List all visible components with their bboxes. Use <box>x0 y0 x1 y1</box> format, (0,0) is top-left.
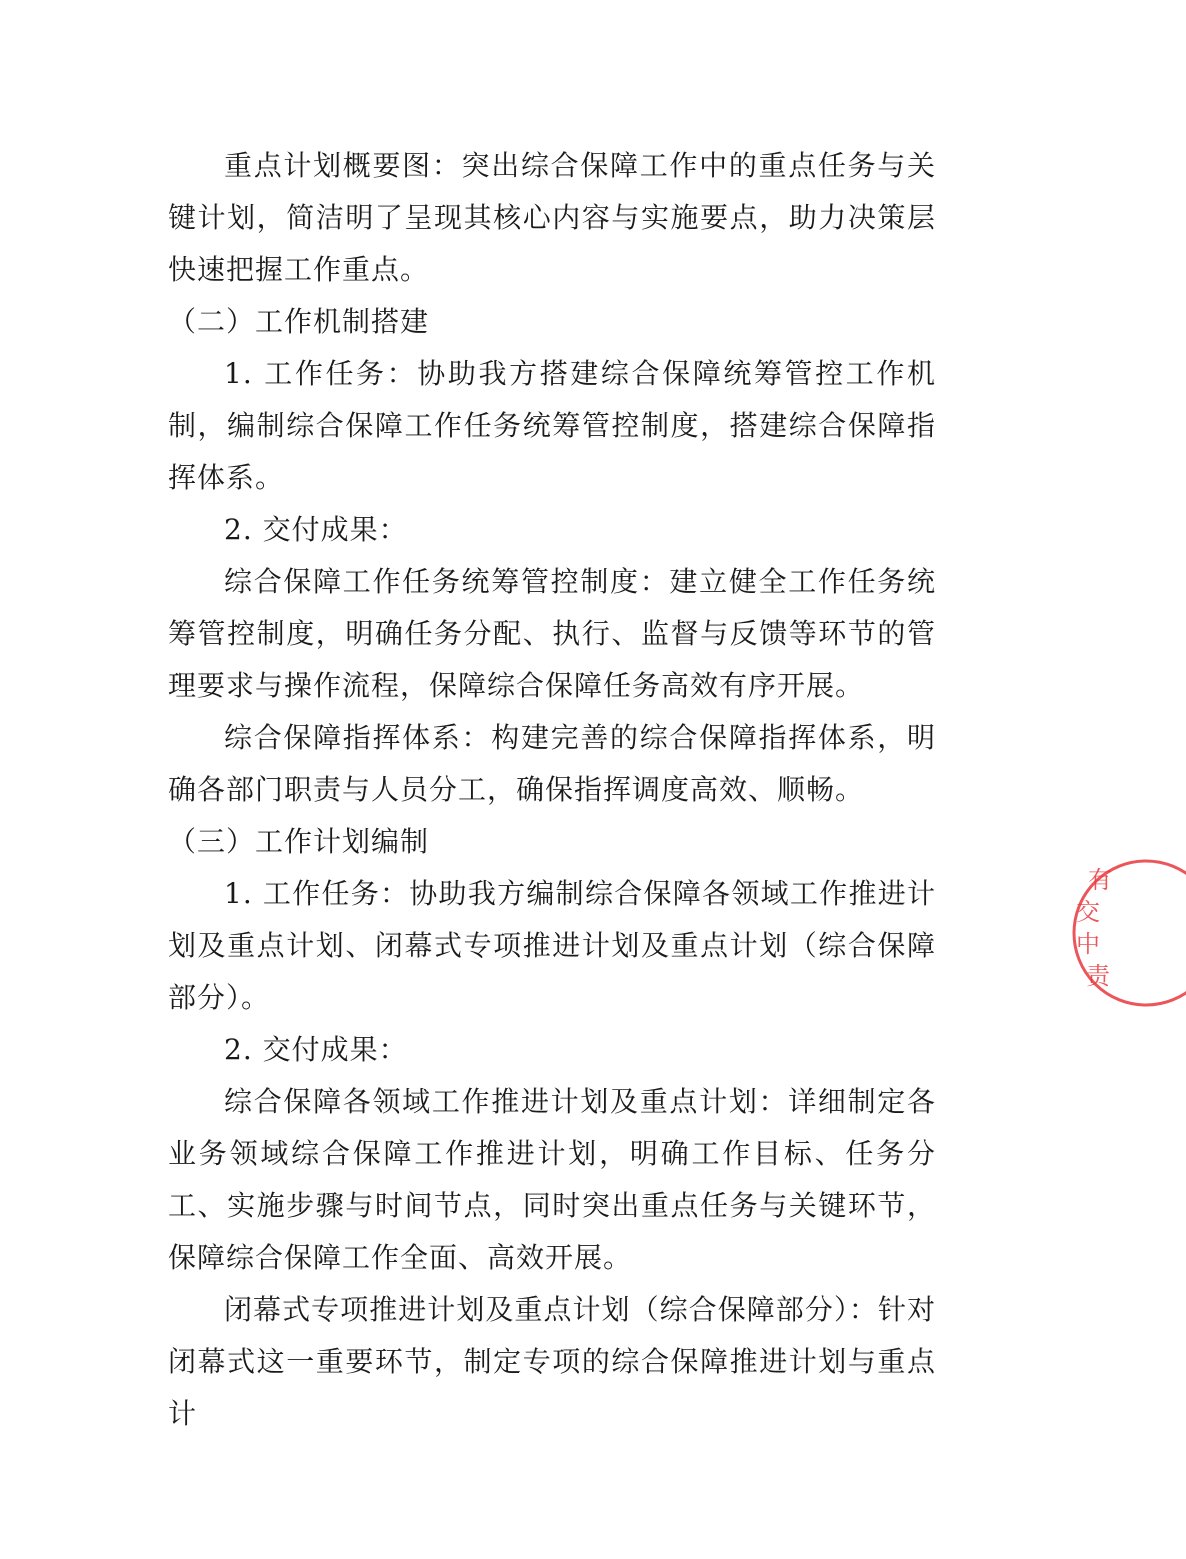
red-seal-stamp <box>1066 858 1186 1008</box>
seal-glyph-4: 责 <box>1086 962 1110 990</box>
paragraph-mechanism-task: 1. 工作任务：协助我方搭建综合保障统筹管控工作机制，编制综合保障工作任务统筹管控制度，搭建综合保障指挥体系。 <box>168 357 936 494</box>
seal-glyph-1: 有 <box>1088 866 1112 894</box>
paragraph-key-plan-summary: 重点计划概要图：突出综合保障工作中的重点任务与关键计划，简洁明了呈现其核心内容与实施要点，助力决策层快速把握工作重点。 <box>168 149 936 286</box>
paragraph-domain-plans: 综合保障各领域工作推进计划及重点计划：详细制定各业务领域综合保障工作推进计划，明确工作目标、任务分工、实施步骤与时间节点，同时突出重点任务与关键环节，保障综合保障工作全面、高效开展。 <box>168 1085 936 1274</box>
paragraph-plan-deliverables: 2. 交付成果： <box>224 1033 408 1066</box>
document-body <box>168 140 936 1440</box>
section-heading-plan: （三）工作计划编制 <box>168 825 430 858</box>
paragraph-plan-task: 1. 工作任务：协助我方编制综合保障各领域工作推进计划及重点计划、闭幕式专项推进计划及重点计划（综合保障部分）。 <box>168 877 936 1014</box>
seal-glyph-3: 中 <box>1076 930 1100 958</box>
paragraph-mechanism-deliverables: 2. 交付成果： <box>224 513 408 546</box>
paragraph-control-system: 综合保障工作任务统筹管控制度：建立健全工作任务统筹管控制度，明确任务分配、执行、监督与反馈等环节的管理要求与操作流程，保障综合保障任务高效有序开展。 <box>168 565 936 702</box>
paragraph-closing-ceremony-plan: 闭幕式专项推进计划及重点计划（综合保障部分）：针对闭幕式这一重要环节，制定专项的综合保障推进计划与重点计 <box>168 1293 936 1430</box>
paragraph-command-system: 综合保障指挥体系：构建完善的综合保障指挥体系，明确各部门职责与人员分工，确保指挥调度高效、顺畅。 <box>168 721 936 806</box>
section-heading-mechanism: （二）工作机制搭建 <box>168 305 430 338</box>
seal-glyph-2: 交 <box>1076 898 1100 926</box>
